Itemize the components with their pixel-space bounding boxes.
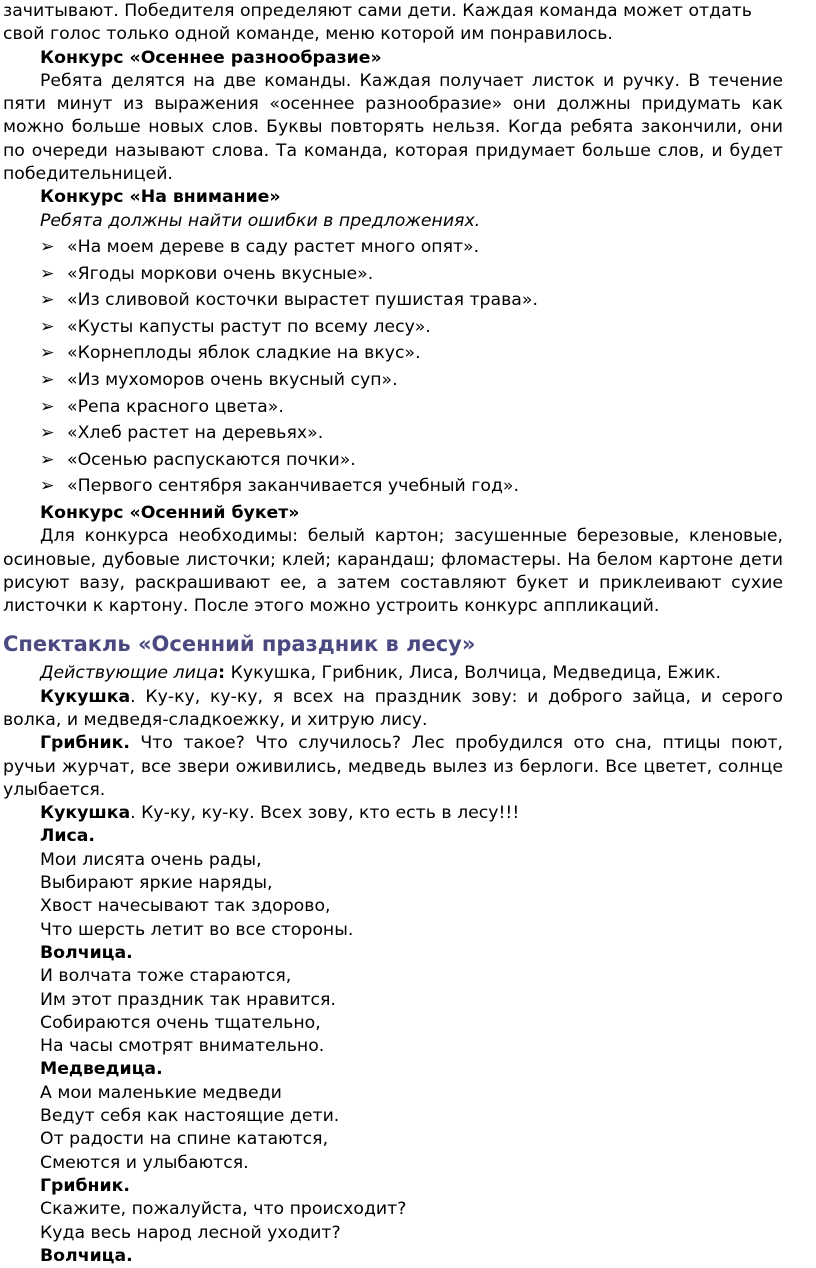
list-item: ➢ «Корнеплоды яблок сладкие на вкус».	[3, 342, 783, 365]
list-item: ➢ «Из мухоморов очень вкусный суп».	[3, 369, 783, 392]
contest-vnimanie-title: Конкурс «На внимание»	[40, 187, 281, 208]
arrowhead-bullet-icon: ➢	[40, 476, 55, 497]
play-line-kukushka-2: Кукушка. Ку-ку, ку-ку. Всех зову, кто есть в лесу!!!	[40, 803, 520, 824]
speaker-name: Грибник.	[40, 1175, 130, 1196]
intro-line-2: свой голос только одной команде, меню которой им понравилось.	[3, 24, 613, 45]
arrowhead-bullet-icon: ➢	[40, 236, 55, 257]
contest-buket-title: Конкурс «Осенний букет»	[40, 502, 300, 523]
verse-gribnik: Грибник. Скажите, пожалуйста, что происходит? Куда весь народ лесной уходит?	[3, 1175, 783, 1245]
arrowhead-bullet-icon: ➢	[40, 423, 55, 444]
contest-osennee-text: Ребята делятся на две команды. Каждая получает листок и ручку. В течение пяти минут из выражения «осеннее разнообразие» они должны придумать как можно больше новых слов. Буквы повторять нельзя. Когда ребята закончили, они по очереди называют слова. Та команда, которая придумает больше слов, и будет победительницей.	[3, 70, 783, 185]
play-title: Спектакль «Осенний праздник в лесу»	[3, 632, 476, 657]
list-item: ➢ «Осенью распускаются почки».	[3, 449, 783, 472]
contest-vnimanie-instruction: Ребята должны найти ошибки в предложениях.	[40, 210, 481, 231]
speaker-name: Волчица.	[40, 942, 133, 963]
arrowhead-bullet-icon: ➢	[40, 343, 55, 364]
speaker-name: Волчица.	[40, 1245, 133, 1266]
play-line-kukushka-1: Кукушка. Ку-ку, ку-ку, я всех на праздник зову: и доброго зайца, и серого волка, и медведя-сладкоежку, и хитрую лису.	[3, 686, 783, 730]
arrowhead-bullet-icon: ➢	[40, 449, 55, 470]
verse-medvedica: Медведица. А мои маленькие медведи Ведут себя как настоящие дети. От радости на спине катаются, Смеются и улыбаются.	[3, 1058, 783, 1174]
verse-volchica-2	[3, 1245, 783, 1268]
cast-line: Действующие лица: Кукушка, Грибник, Лиса, Волчица, Медведица, Ежик.	[40, 663, 721, 684]
arrowhead-bullet-icon: ➢	[40, 316, 55, 337]
contest-buket-text: Для конкурса необходимы: белый картон; засушенные березовые, кленовые, осиновые, дубовые листочки; клей; карандаш; фломастеры. На белом картоне дети рисуют вазу, раскрашивают ее, а затем составляют букет и приклеивают сухие листочки к картону. После этого можно устроить конкурс аппликаций.	[3, 526, 783, 617]
list-item: ➢ «Из сливовой косточки вырастет пушистая трава».	[3, 289, 783, 312]
arrowhead-bullet-icon: ➢	[40, 396, 55, 417]
list-item: ➢ «Хлеб растет на деревьях».	[3, 422, 783, 445]
error-sentences-list	[3, 236, 783, 499]
contest-osennee-title: Конкурс «Осеннее разнообразие»	[40, 47, 382, 68]
list-item: ➢ «Кусты капусты растут по всему лесу».	[3, 316, 783, 339]
list-item: ➢ «Ягоды моркови очень вкусные».	[3, 263, 783, 286]
arrowhead-bullet-icon: ➢	[40, 369, 55, 390]
play-line-gribnik-1: Грибник. Что такое? Что случилось? Лес пробудился ото сна, птицы поют, ручьи журчат, все звери оживились, медведь вылез из берлоги. Все цветет, солнце улыбается.	[3, 733, 783, 800]
verse-volchica: Волчица. И волчата тоже стараются, Им этот праздник так нравится. Собираются очень тщательно, На часы смотрят внимательно.	[3, 942, 783, 1058]
intro-line-1: зачитывают. Победителя определяют сами дети. Каждая команда может отдать	[3, 1, 752, 21]
arrowhead-bullet-icon: ➢	[40, 263, 55, 284]
document-page	[3, 0, 783, 1268]
arrowhead-bullet-icon: ➢	[40, 290, 55, 311]
speaker-name: Медведица.	[40, 1059, 163, 1080]
speaker-name: Лиса.	[40, 826, 95, 847]
list-item: ➢ «На моем дереве в саду растет много опят».	[3, 236, 783, 259]
list-item: ➢ «Репа красного цвета».	[3, 396, 783, 419]
list-item: ➢ «Первого сентября заканчивается учебный год».	[3, 475, 783, 498]
verse-lisa: Лиса. Мои лисята очень рады, Выбирают яркие наряды, Хвост начесывают так здорово, Что шерсть летит во все стороны.	[3, 825, 783, 941]
